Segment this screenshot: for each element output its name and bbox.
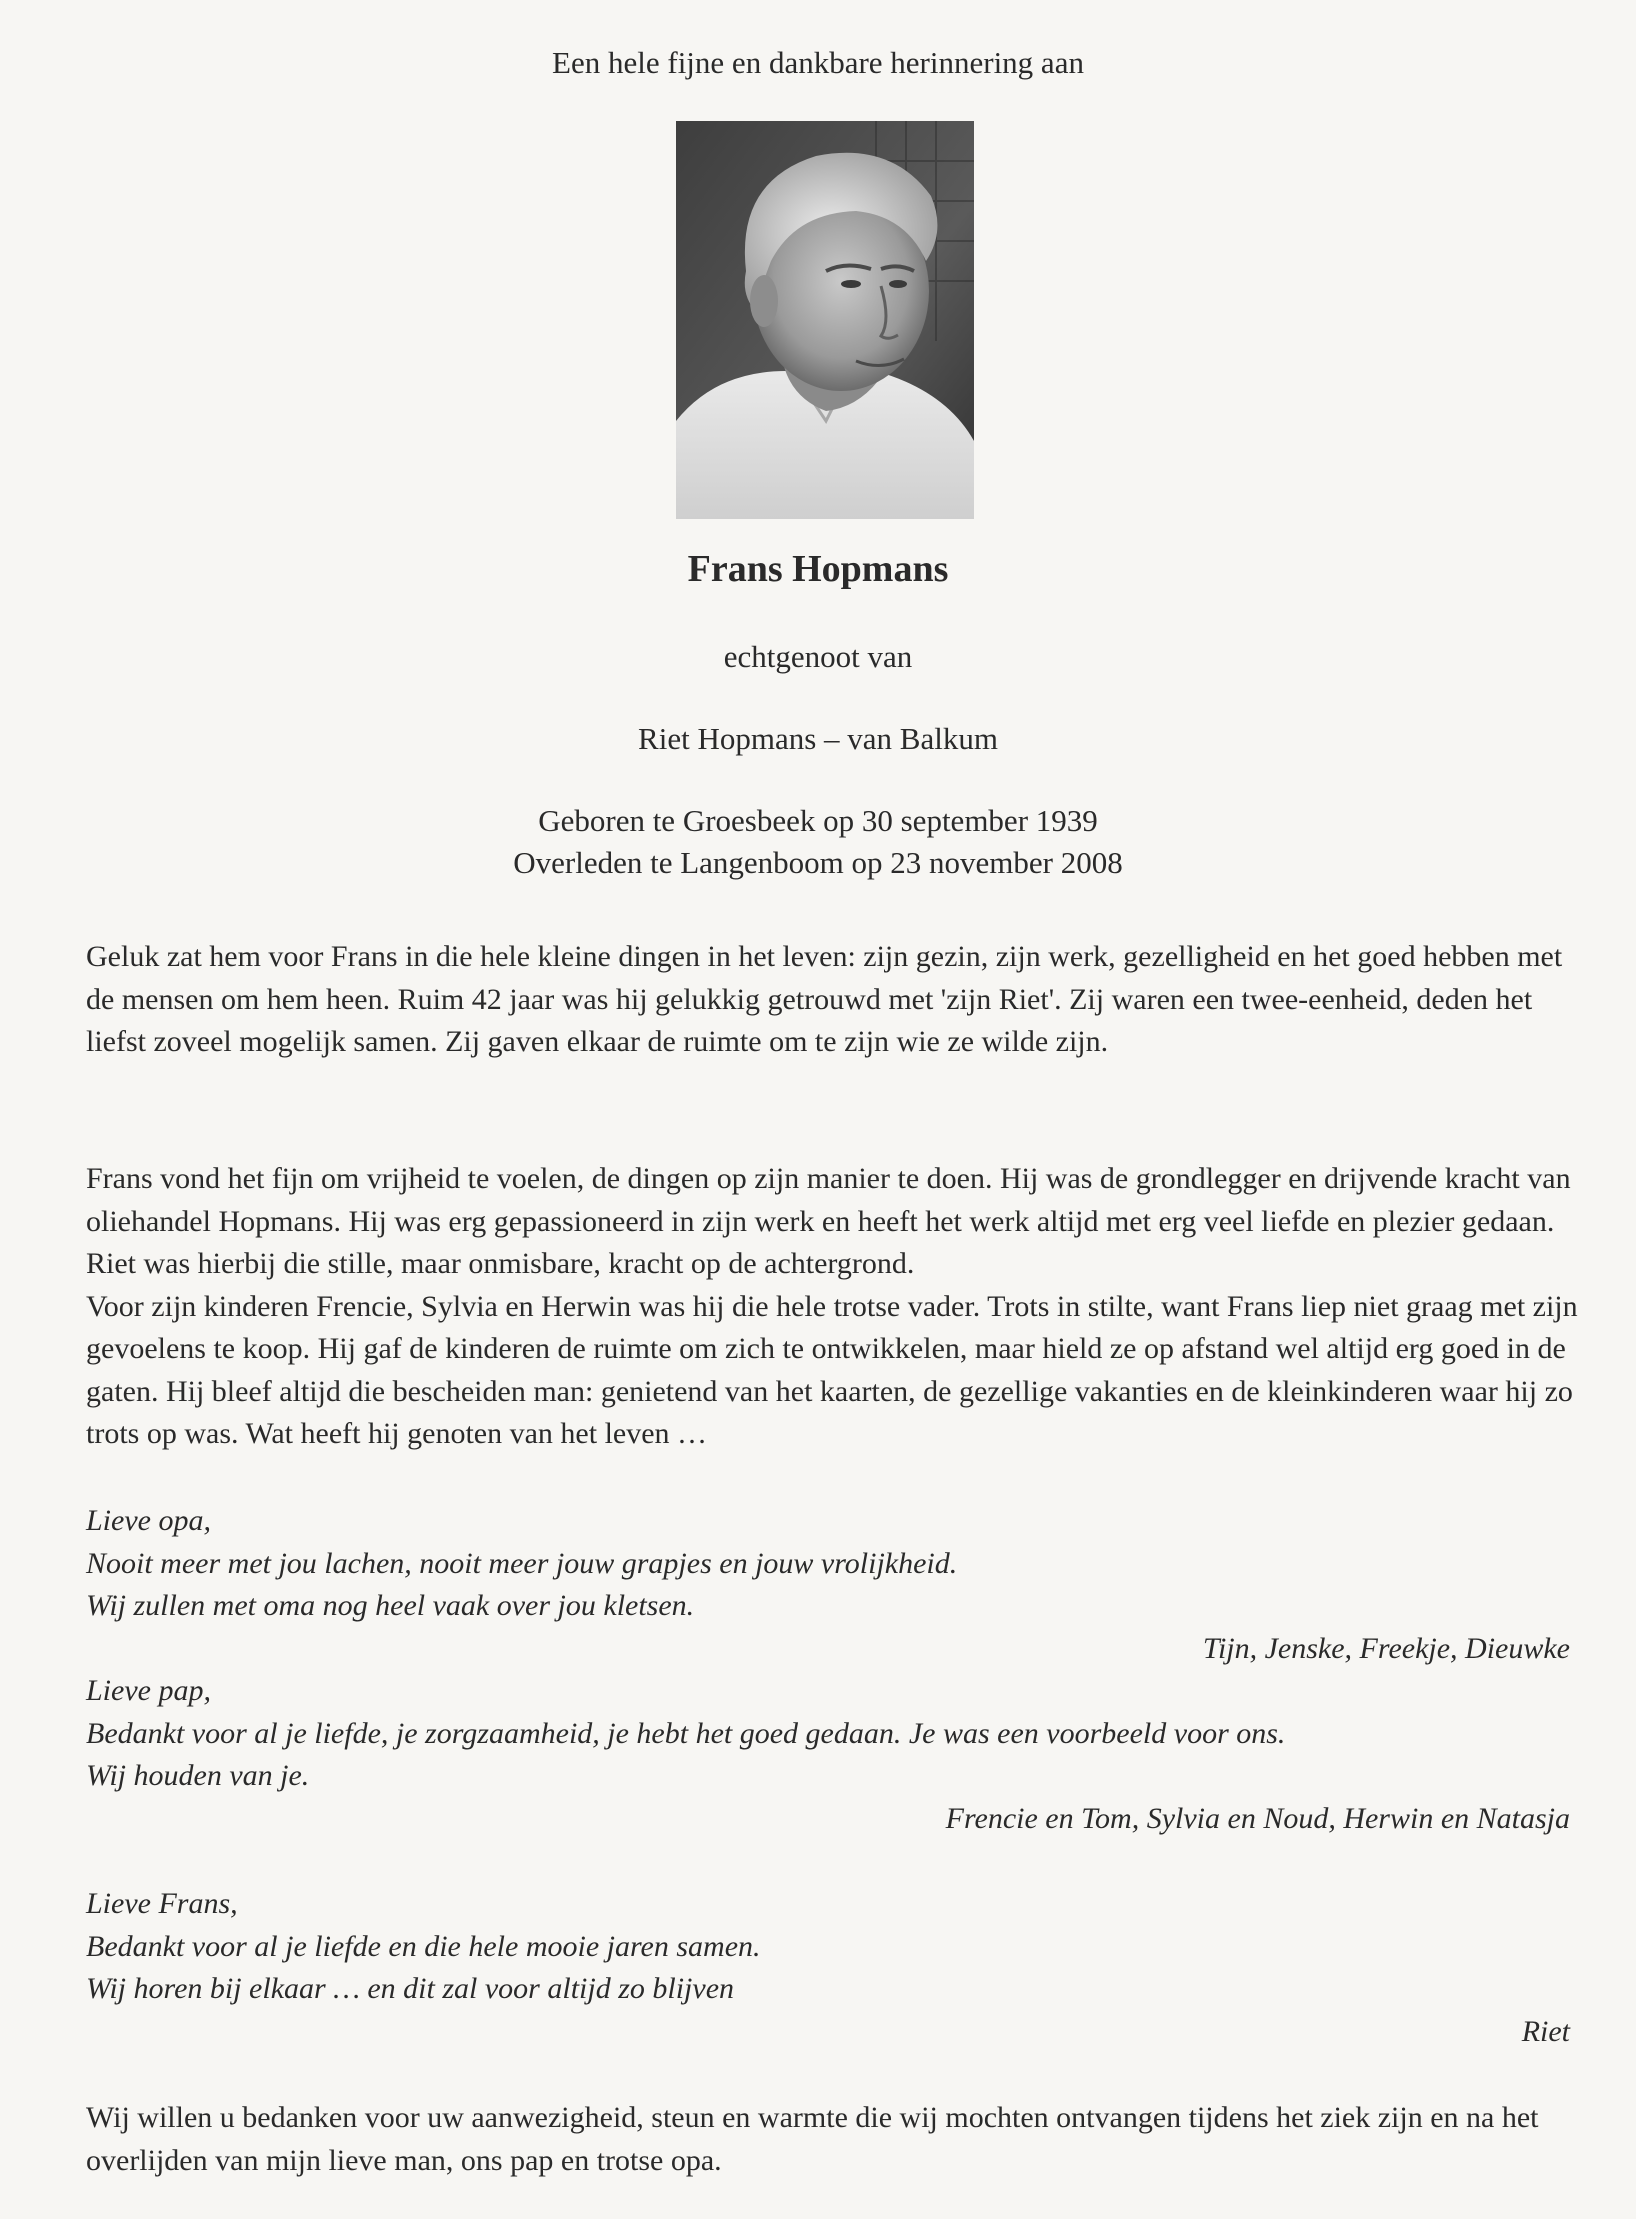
poem-line: Wij horen bij elkaar … en dit zal voor altijd zo blijven — [86, 1972, 735, 2005]
thanks-paragraph: Wij willen u bedanken voor uw aanwezigheid, steun en warmte die wij mochten ontvangen tijdens het ziek zijn en na het overlijden van mijn lieve man, ons pap en trotse opa. — [86, 2101, 1539, 2177]
poem-signature: Tijn, Jenske, Freekje, Dieuwke — [1202, 1631, 1570, 1665]
poem-line: Lieve pap, — [86, 1674, 211, 1707]
paragraph-happiness — [86, 936, 1586, 1064]
poem-grandchildren — [86, 1500, 1570, 1670]
poem-line: Lieve opa, — [86, 1504, 211, 1537]
poem-signature: Riet — [1521, 2014, 1570, 2048]
birth-line: Geboren te Groesbeek op 30 september 1939 — [538, 803, 1098, 838]
spouse-label: echtgenoot van — [723, 639, 913, 674]
deceased-name: Frans Hopmans — [687, 548, 949, 590]
poem-wife — [86, 1883, 1570, 2053]
poem-line: Bedankt voor al je liefde en die hele mooie jaren samen. — [86, 1929, 761, 1963]
paragraph-text: Frans vond het fijn om vrijheid te voelen, de dingen op zijn manier te doen. Hij was de grondlegger en drijvende kracht van oliehandel Hopmans. Hij was erg gepassioneerd in zijn werk en heeft het werk altijd met erg veel liefde en plezier gedaan. Riet was hierbij die stille, maar onmisbare, kracht op de achtergrond. — [86, 1162, 1571, 1280]
portrait-photo — [676, 121, 974, 519]
death-line: Overleden te Langenboom op 23 november 2008 — [513, 845, 1123, 880]
poem-line: Wij houden van je. — [86, 1759, 310, 1792]
portrait-image — [676, 121, 974, 519]
paragraph-text: Voor zijn kinderen Frencie, Sylvia en Herwin was hij die hele trotse vader. Trots in stilte, want Frans liep niet graag met zijn gevoelens te koop. Hij gaf de kinderen de ruimte om zich te ontwikkelen, maar hield ze op afstand wel altijd erg goed in de gaten. Hij bleef altijd die bescheiden man: genietend van het kaarten, de gezellige vakanties en de kleinkinderen waar hij zo trots op was. Wat heeft hij genoten van het leven … — [86, 1289, 1578, 1450]
paragraph-text: Geluk zat hem voor Frans in die hele kleine dingen in het leven: zijn gezin, zijn werk, gezelligheid en het goed hebben met de mensen om hem heen. Ruim 42 jaar was hij gelukkig getrouwd met 'zijn Riet'. Zij waren een twee-eenheid, deden het liefst zoveel mogelijk samen. Zij gaven elkaar de ruimte om te zijn wie ze wilde zijn. — [86, 940, 1563, 1058]
poem-line: Wij zullen met oma nog heel vaak over jou kletsen. — [86, 1589, 695, 1622]
spouse-name: Riet Hopmans – van Balkum — [638, 721, 998, 756]
paragraph-life — [86, 1158, 1586, 1456]
poem-signature: Frencie en Tom, Sylvia en Noud, Herwin en Natasja — [945, 1801, 1570, 1835]
poem-children — [86, 1670, 1570, 1840]
poem-line: Bedankt voor al je liefde, je zorgzaamheid, je hebt het goed gedaan. Je was een voorbeeld voor ons. — [86, 1716, 1286, 1750]
poem-line: Lieve Frans, — [86, 1887, 238, 1920]
intro-line: Een hele fijne en dankbare herinnering aan — [552, 45, 1084, 80]
poem-line: Nooit meer met jou lachen, nooit meer jouw grapjes en jouw vrolijkheid. — [86, 1546, 958, 1580]
